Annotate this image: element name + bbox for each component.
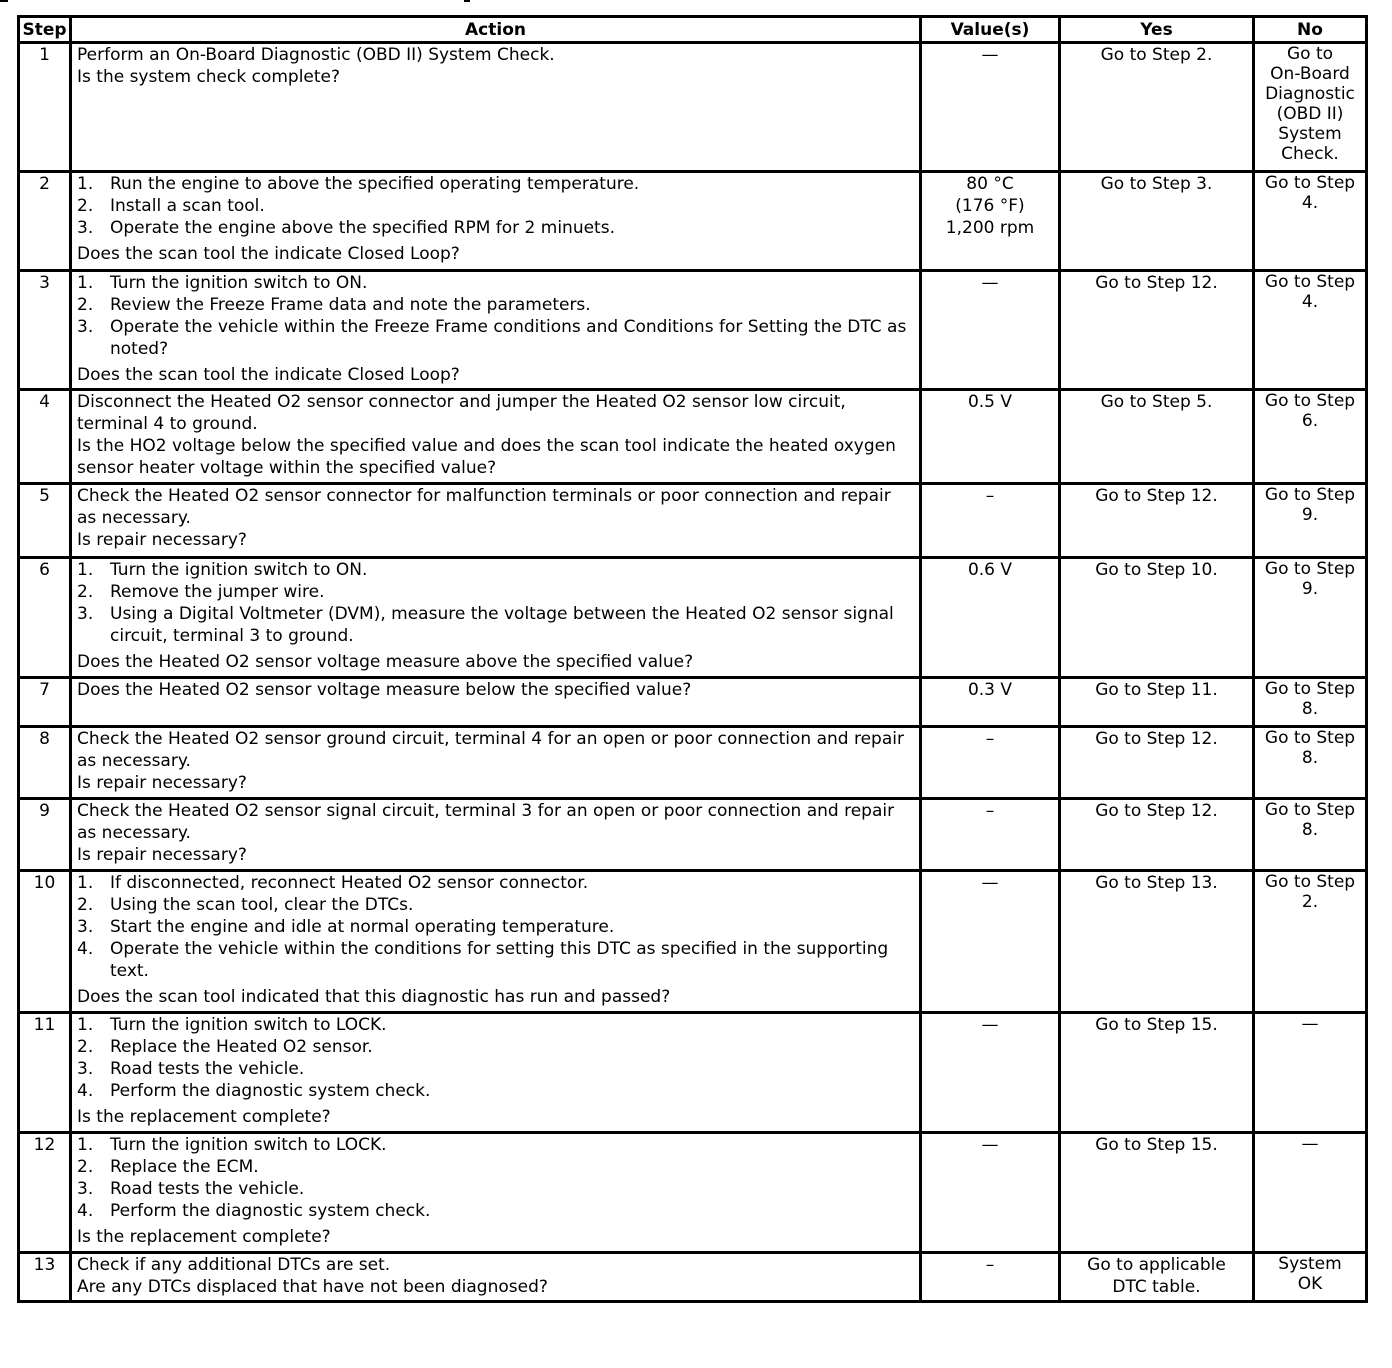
action-step-number: 3. <box>77 317 94 337</box>
action-step <box>77 217 914 239</box>
action-text: Check if any additional DTCs are set. <box>77 1255 391 1275</box>
no-line: Go to Step <box>1264 391 1356 411</box>
no-line: System <box>1278 1254 1342 1274</box>
action-step <box>77 272 914 294</box>
table-row <box>19 558 1367 678</box>
header-yes: Yes <box>1060 17 1254 43</box>
action-step-text: Replace the Heated O2 sensor. <box>110 1037 373 1057</box>
value-line: — <box>981 45 999 65</box>
action-step-number: 4. <box>77 1201 94 1221</box>
no-line: (OBD II) <box>1276 104 1344 124</box>
action-text: Check the Heated O2 sensor ground circuit, terminal 4 for an open or poor connection and repair as necessary. <box>77 729 904 771</box>
action-step-number: 1. <box>77 273 94 293</box>
step-cell <box>19 799 71 871</box>
header-no: No <box>1254 17 1367 43</box>
step-number: 12 <box>33 1135 56 1155</box>
action-step-number: 1. <box>77 560 94 580</box>
yes-cell <box>1060 1133 1254 1253</box>
action-cell <box>71 484 921 558</box>
action-step-text: Install a scan tool. <box>110 196 265 216</box>
no-line: OK <box>1297 1274 1323 1294</box>
value-cell <box>921 484 1060 558</box>
action-step <box>77 1178 914 1200</box>
action-cell <box>71 43 921 172</box>
action-steps-list <box>77 1134 914 1222</box>
step-cell <box>19 871 71 1013</box>
table-row <box>19 678 1367 727</box>
action-step-number: 2. <box>77 196 94 216</box>
action-step <box>77 938 914 982</box>
value-line: — <box>981 1135 999 1155</box>
action-step <box>77 581 914 603</box>
value-line: – <box>985 486 995 506</box>
action-step-text: Road tests the vehicle. <box>110 1059 305 1079</box>
action-step-number: 3. <box>77 1179 94 1199</box>
action-question: Does the Heated O2 sensor voltage measure above the specified value? <box>77 652 694 672</box>
action-step-text: Operate the engine above the specified RPM for 2 minuets. <box>110 218 615 238</box>
action-step <box>77 1134 914 1156</box>
step-cell <box>19 390 71 484</box>
no-line: Go to Step <box>1264 728 1356 748</box>
action-step-text: Replace the ECM. <box>110 1157 259 1177</box>
yes-cell <box>1060 678 1254 727</box>
no-line: 9. <box>1301 505 1319 525</box>
table-row <box>19 43 1367 172</box>
value-line: – <box>985 801 995 821</box>
action-step <box>77 1058 914 1080</box>
table-row <box>19 1013 1367 1133</box>
action-question: Does the scan tool the indicate Closed Loop? <box>77 365 460 385</box>
yes-cell <box>1060 484 1254 558</box>
yes-cell <box>1060 390 1254 484</box>
action-question: Is the replacement complete? <box>77 1227 331 1247</box>
yes-cell <box>1060 271 1254 390</box>
action-step-text: Operate the vehicle within the conditions for setting this DTC as specified in the supporting text. <box>110 939 889 981</box>
value-line: 80 °C <box>966 174 1014 194</box>
yes-line: Go to Step 12. <box>1095 801 1218 821</box>
action-text: Check the Heated O2 sensor signal circuit, terminal 3 for an open or poor connection and repair as necessary. <box>77 801 895 843</box>
step-number: 4 <box>39 392 50 412</box>
action-cell <box>71 558 921 678</box>
no-line: 6. <box>1301 411 1319 431</box>
value-line: — <box>981 1015 999 1035</box>
yes-line: DTC table. <box>1112 1277 1201 1297</box>
yes-line: Go to Step 15. <box>1095 1015 1218 1035</box>
value-cell <box>921 172 1060 271</box>
yes-line: Go to Step 12. <box>1095 729 1218 749</box>
no-cell <box>1254 43 1367 172</box>
action-step <box>77 1036 914 1058</box>
value-cell <box>921 271 1060 390</box>
no-line: Diagnostic <box>1265 84 1355 104</box>
action-step-text: Perform the diagnostic system check. <box>110 1081 431 1101</box>
action-question: Does the scan tool the indicate Closed Loop? <box>77 244 460 264</box>
step-number: 6 <box>39 560 50 580</box>
no-cell <box>1254 1133 1367 1253</box>
action-step-number: 2. <box>77 1157 94 1177</box>
action-step-number: 2. <box>77 582 94 602</box>
header-step: Step <box>19 17 71 43</box>
value-line: — <box>981 873 999 893</box>
action-step-text: If disconnected, reconnect Heated O2 sensor connector. <box>110 873 589 893</box>
action-text: Perform an On-Board Diagnostic (OBD II) System Check. <box>77 45 555 65</box>
action-cell <box>71 271 921 390</box>
header-values: Value(s) <box>921 17 1060 43</box>
action-step-text: Road tests the vehicle. <box>110 1179 305 1199</box>
no-line: Check. <box>1281 144 1339 164</box>
action-step <box>77 872 914 894</box>
table-row <box>19 172 1367 271</box>
yes-line: Go to Step 12. <box>1095 273 1218 293</box>
action-step <box>77 316 914 360</box>
value-line: 0.6 V <box>967 560 1013 580</box>
value-line: — <box>981 273 999 293</box>
action-steps-list <box>77 173 914 239</box>
no-line: 8. <box>1301 820 1319 840</box>
action-cell <box>71 678 921 727</box>
action-step-number: 1. <box>77 1015 94 1035</box>
step-cell <box>19 43 71 172</box>
no-line: Go to Step <box>1264 272 1356 292</box>
no-line: Go to <box>1286 44 1334 64</box>
no-cell <box>1254 678 1367 727</box>
yes-cell <box>1060 1253 1254 1302</box>
table-row <box>19 484 1367 558</box>
action-question: Does the scan tool indicated that this diagnostic has run and passed? <box>77 987 671 1007</box>
yes-line: Go to Step 5. <box>1100 392 1213 412</box>
step-cell <box>19 1013 71 1133</box>
action-step <box>77 195 914 217</box>
no-line: Go to Step <box>1264 173 1356 193</box>
action-step-text: Using the scan tool, clear the DTCs. <box>110 895 414 915</box>
no-cell <box>1254 1253 1367 1302</box>
no-cell <box>1254 390 1367 484</box>
action-step-text: Turn the ignition switch to ON. <box>110 273 368 293</box>
action-step-text: Remove the jumper wire. <box>110 582 325 602</box>
yes-line: Go to Step 2. <box>1100 45 1213 65</box>
yes-cell <box>1060 172 1254 271</box>
action-cell <box>71 172 921 271</box>
step-number: 7 <box>39 680 50 700</box>
yes-cell <box>1060 558 1254 678</box>
value-cell <box>921 799 1060 871</box>
action-cell <box>71 727 921 799</box>
action-text: Check the Heated O2 sensor connector for malfunction terminals or poor connection and repair as necessary. <box>77 486 891 528</box>
action-steps-list <box>77 272 914 360</box>
action-text: Is repair necessary? <box>77 773 247 793</box>
action-question: Is the replacement complete? <box>77 1107 331 1127</box>
action-step-number: 3. <box>77 218 94 238</box>
action-step-number: 3. <box>77 604 94 624</box>
value-cell <box>921 43 1060 172</box>
no-cell <box>1254 172 1367 271</box>
no-cell <box>1254 1013 1367 1133</box>
step-cell <box>19 1133 71 1253</box>
action-cell <box>71 871 921 1013</box>
header-row <box>19 17 1367 43</box>
action-steps-list <box>77 872 914 982</box>
action-step-number: 3. <box>77 917 94 937</box>
action-step-text: Turn the ignition switch to LOCK. <box>110 1015 387 1035</box>
table-row <box>19 871 1367 1013</box>
action-cell <box>71 390 921 484</box>
value-line: 1,200 rpm <box>945 218 1035 238</box>
no-cell <box>1254 558 1367 678</box>
value-cell <box>921 1013 1060 1133</box>
no-cell <box>1254 727 1367 799</box>
header-action: Action <box>71 17 921 43</box>
step-cell <box>19 484 71 558</box>
yes-line: Go to Step 12. <box>1095 486 1218 506</box>
action-steps-list <box>77 559 914 647</box>
action-cell <box>71 799 921 871</box>
action-step-text: Review the Freeze Frame data and note the parameters. <box>110 295 591 315</box>
action-step-number: 1. <box>77 1135 94 1155</box>
action-step-text: Start the engine and idle at normal operating temperature. <box>110 917 615 937</box>
table-row <box>19 1133 1367 1253</box>
no-cell <box>1254 271 1367 390</box>
action-step <box>77 1014 914 1036</box>
no-cell <box>1254 799 1367 871</box>
value-cell <box>921 558 1060 678</box>
action-step-text: Using a Digital Voltmeter (DVM), measure the voltage between the Heated O2 sensor signal circuit, terminal 3 to ground. <box>110 604 894 646</box>
no-line: Go to Step <box>1264 800 1356 820</box>
step-cell <box>19 1253 71 1302</box>
table-row <box>19 799 1367 871</box>
action-text: Are any DTCs displaced that have not been diagnosed? <box>77 1277 548 1297</box>
yes-line: Go to Step 10. <box>1095 560 1218 580</box>
action-step-number: 2. <box>77 895 94 915</box>
top-mark <box>464 0 470 2</box>
step-number: 8 <box>39 729 50 749</box>
step-number: 5 <box>39 486 50 506</box>
step-number: 3 <box>39 273 50 293</box>
no-line: — <box>1301 1134 1319 1154</box>
action-cell <box>71 1133 921 1253</box>
no-line: Go to Step <box>1264 559 1356 579</box>
step-number: 1 <box>39 45 50 65</box>
value-cell <box>921 678 1060 727</box>
step-number: 2 <box>39 174 50 194</box>
step-number: 9 <box>39 801 50 821</box>
action-step <box>77 173 914 195</box>
yes-cell <box>1060 871 1254 1013</box>
yes-line: Go to Step 15. <box>1095 1135 1218 1155</box>
action-step-number: 1. <box>77 174 94 194</box>
action-step <box>77 916 914 938</box>
action-steps-list <box>77 1014 914 1102</box>
action-text: Does the Heated O2 sensor voltage measure below the specified value? <box>77 680 692 700</box>
action-step-number: 1. <box>77 873 94 893</box>
no-line: 4. <box>1301 292 1319 312</box>
action-step-text: Operate the vehicle within the Freeze Frame conditions and Conditions for Setting the DTC as noted? <box>110 317 907 359</box>
action-step-number: 2. <box>77 295 94 315</box>
action-cell <box>71 1253 921 1302</box>
no-line: Go to Step <box>1264 679 1356 699</box>
no-line: System <box>1278 124 1342 144</box>
action-step-text: Turn the ignition switch to ON. <box>110 560 368 580</box>
action-step-number: 3. <box>77 1059 94 1079</box>
action-step-text: Perform the diagnostic system check. <box>110 1201 431 1221</box>
no-line: 2. <box>1301 892 1319 912</box>
no-line: Go to Step <box>1264 485 1356 505</box>
value-line: – <box>985 1255 995 1275</box>
action-text: Is repair necessary? <box>77 845 247 865</box>
step-number: 11 <box>33 1015 56 1035</box>
step-cell <box>19 271 71 390</box>
action-step-number: 4. <box>77 1081 94 1101</box>
action-cell <box>71 1013 921 1133</box>
no-line: 4. <box>1301 193 1319 213</box>
value-cell <box>921 727 1060 799</box>
yes-line: Go to Step 13. <box>1095 873 1218 893</box>
action-step <box>77 1156 914 1178</box>
no-line: Go to Step <box>1264 872 1356 892</box>
action-text: Is repair necessary? <box>77 530 247 550</box>
action-step-number: 2. <box>77 1037 94 1057</box>
no-line: On-Board <box>1270 64 1350 84</box>
no-line: 9. <box>1301 579 1319 599</box>
action-step-text: Turn the ignition switch to LOCK. <box>110 1135 387 1155</box>
action-step <box>77 1200 914 1222</box>
action-step <box>77 894 914 916</box>
step-cell <box>19 172 71 271</box>
action-step <box>77 294 914 316</box>
table-row <box>19 271 1367 390</box>
yes-line: Go to Step 3. <box>1100 174 1213 194</box>
step-cell <box>19 678 71 727</box>
value-cell <box>921 1253 1060 1302</box>
action-text: Disconnect the Heated O2 sensor connector and jumper the Heated O2 sensor low circuit, terminal 4 to ground. <box>77 392 846 434</box>
action-step-number: 4. <box>77 939 94 959</box>
step-cell <box>19 558 71 678</box>
step-cell <box>19 727 71 799</box>
action-step <box>77 1080 914 1102</box>
action-step-text: Run the engine to above the specified operating temperature. <box>110 174 640 194</box>
yes-cell <box>1060 727 1254 799</box>
value-cell <box>921 871 1060 1013</box>
value-cell <box>921 1133 1060 1253</box>
action-step <box>77 603 914 647</box>
yes-cell <box>1060 799 1254 871</box>
no-line: 8. <box>1301 699 1319 719</box>
value-line: 0.3 V <box>967 680 1013 700</box>
no-line: — <box>1301 1014 1319 1034</box>
table-row <box>19 1253 1367 1302</box>
action-text: Is the system check complete? <box>77 67 341 87</box>
value-cell <box>921 390 1060 484</box>
no-line: 8. <box>1301 748 1319 768</box>
diagnostic-table <box>17 15 1368 1303</box>
value-line: – <box>985 729 995 749</box>
step-number: 10 <box>33 873 56 893</box>
yes-line: Go to applicable <box>1087 1255 1226 1275</box>
table-row <box>19 727 1367 799</box>
value-line: 0.5 V <box>967 392 1013 412</box>
corner-mark <box>0 0 8 2</box>
action-text: Is the HO2 voltage below the specified value and does the scan tool indicate the heated oxygen sensor heater voltage within the specified value? <box>77 436 896 478</box>
table-body <box>19 43 1367 1302</box>
no-cell <box>1254 871 1367 1013</box>
yes-cell <box>1060 43 1254 172</box>
action-step <box>77 559 914 581</box>
yes-cell <box>1060 1013 1254 1133</box>
value-line: (176 °F) <box>955 196 1025 216</box>
step-number: 13 <box>33 1255 56 1275</box>
table-row <box>19 390 1367 484</box>
no-cell <box>1254 484 1367 558</box>
yes-line: Go to Step 11. <box>1095 680 1218 700</box>
